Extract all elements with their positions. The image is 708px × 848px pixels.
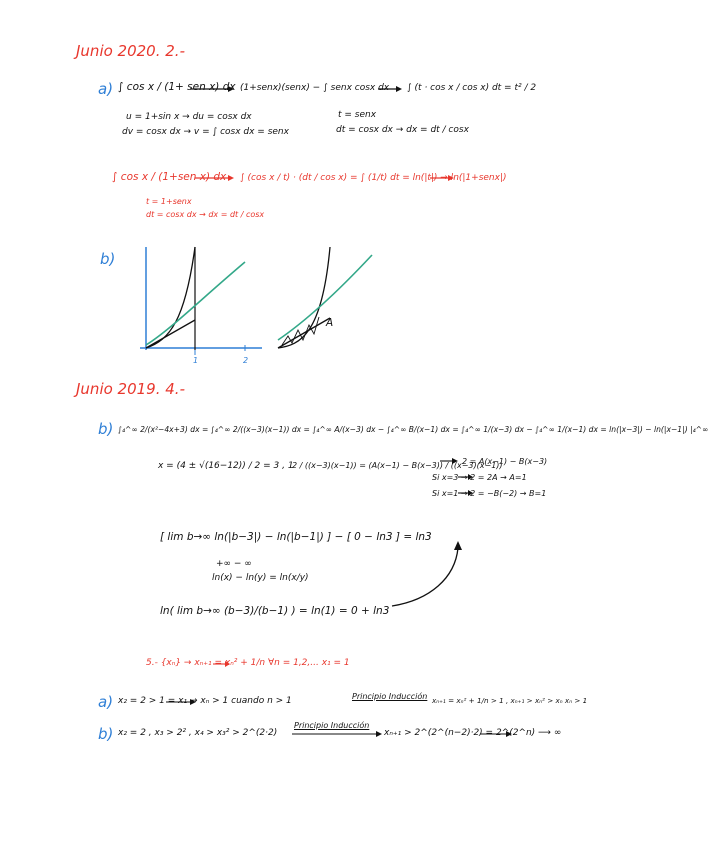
integral-line: ∫₄^∞ 2/(x²−4x+3) dx = ∫₄^∞ 2/((x−3)(x−1)) dx = ∫₄^∞ A/(x−3) dx − ∫₄^∞ B/(x−1) dx = ∫₄^∞ 1/(x−3) dx − ∫₄^∞ 1/(x−1) dx = ln(|x−3|) − ln(|x−1|) |₄^∞: [118, 425, 708, 434]
curved-arrow: [392, 548, 458, 606]
a-integral: ∫ cos x / (1+ sen x) dx: [118, 81, 236, 93]
log-rule: ln(x) − ln(y) = ln(x/y): [212, 573, 309, 583]
graph-tick-1: 1: [193, 356, 199, 365]
section3-a-induction: xₙ₊₁ = xₙ² + 1/n > 1 , xₙ₊₁ > xₙ² > xₙ xₙ > 1: [432, 696, 588, 705]
a-t-line: t = senx: [338, 110, 377, 120]
a-red-t-line: t = 1+senx: [146, 197, 192, 206]
eq2: Si x=3 → 2 = 2A → A=1: [432, 473, 527, 482]
graph-tick-2: 2: [243, 356, 249, 365]
graph-right: [278, 247, 372, 348]
section2-part-b-label: b): [98, 420, 114, 438]
induction-label-a: Principio Inducción: [352, 692, 428, 701]
section3-a-line: x₂ = 2 > 1 = x₁ → xₙ > 1 cuando n > 1: [118, 696, 292, 706]
section3-title: 5.- {xₙ} → xₙ₊₁ = xₙ² + 1/n ∀n = 1,2,... x₁ = 1: [146, 658, 350, 668]
section3-b-label: b): [98, 725, 114, 743]
section2-title: Junio 2019. 4.-: [76, 380, 185, 398]
partial-line: 2 / ((x−3)(x−1)) = (A(x−1) − B(x−3)) / ((x−3)(x−1)): [292, 461, 503, 470]
a-red-dt-line: dt = cosx dx → dx = dt / cosx: [146, 210, 265, 219]
section1-title: Junio 2020. 2.-: [76, 42, 185, 60]
graph-left: [140, 247, 262, 355]
a-parts-result: (1+senx)(senx) − ∫ senx cosx dx: [240, 83, 390, 93]
a-red-integral: ∫ cos x / (1+sen x) dx: [112, 171, 227, 183]
a-subst-result: ∫ (t · cos x / cos x) dt = t² / 2: [407, 83, 537, 93]
limit2-line: ln( lim b→∞ (b−3)/(b−1) ) = ln(1) = 0 + ln3: [160, 605, 390, 617]
limit-line: [ lim b→∞ ln(|b−3|) − ln(|b−1|) ] − [ 0 − ln3 ] = ln3: [160, 531, 432, 543]
eq1: 2 = A(x−1) − B(x−3): [462, 457, 548, 466]
graph-region-label: A: [326, 317, 334, 329]
roots-line: x = (4 ± √(16−12)) / 2 = 3 , 1: [158, 461, 294, 471]
a-dt-line: dt = cosx dx → dx = dt / cosx: [336, 125, 469, 135]
a-dv-line: dv = cosx dx → v = ∫ cosx dx = senx: [122, 127, 289, 137]
a-u-line: u = 1+sin x → du = cosx dx: [126, 112, 252, 122]
eq3: Si x=1 → 2 = −B(−2) → B=1: [432, 489, 547, 498]
section3-b-induction: xₙ₊₁ > 2^(2^(n−2)·2) = 2^(2^n) ⟶ ∞: [384, 728, 562, 738]
part-b-label: b): [100, 250, 116, 268]
a-red-result: ∫ (cos x / t) · (dt / cos x) = ∫ (1/t) dt = ln(|t|) → ln(|1+senx|): [240, 173, 507, 183]
part-a-label: a): [98, 80, 114, 98]
section3-b-line: x₂ = 2 , x₃ > 2² , x₄ > x₃² > 2^(2·2): [118, 728, 278, 738]
section3-a-label: a): [98, 693, 114, 711]
inf-line: +∞ − ∞: [216, 559, 252, 569]
induction-label-b: Principio Inducción: [294, 721, 370, 730]
